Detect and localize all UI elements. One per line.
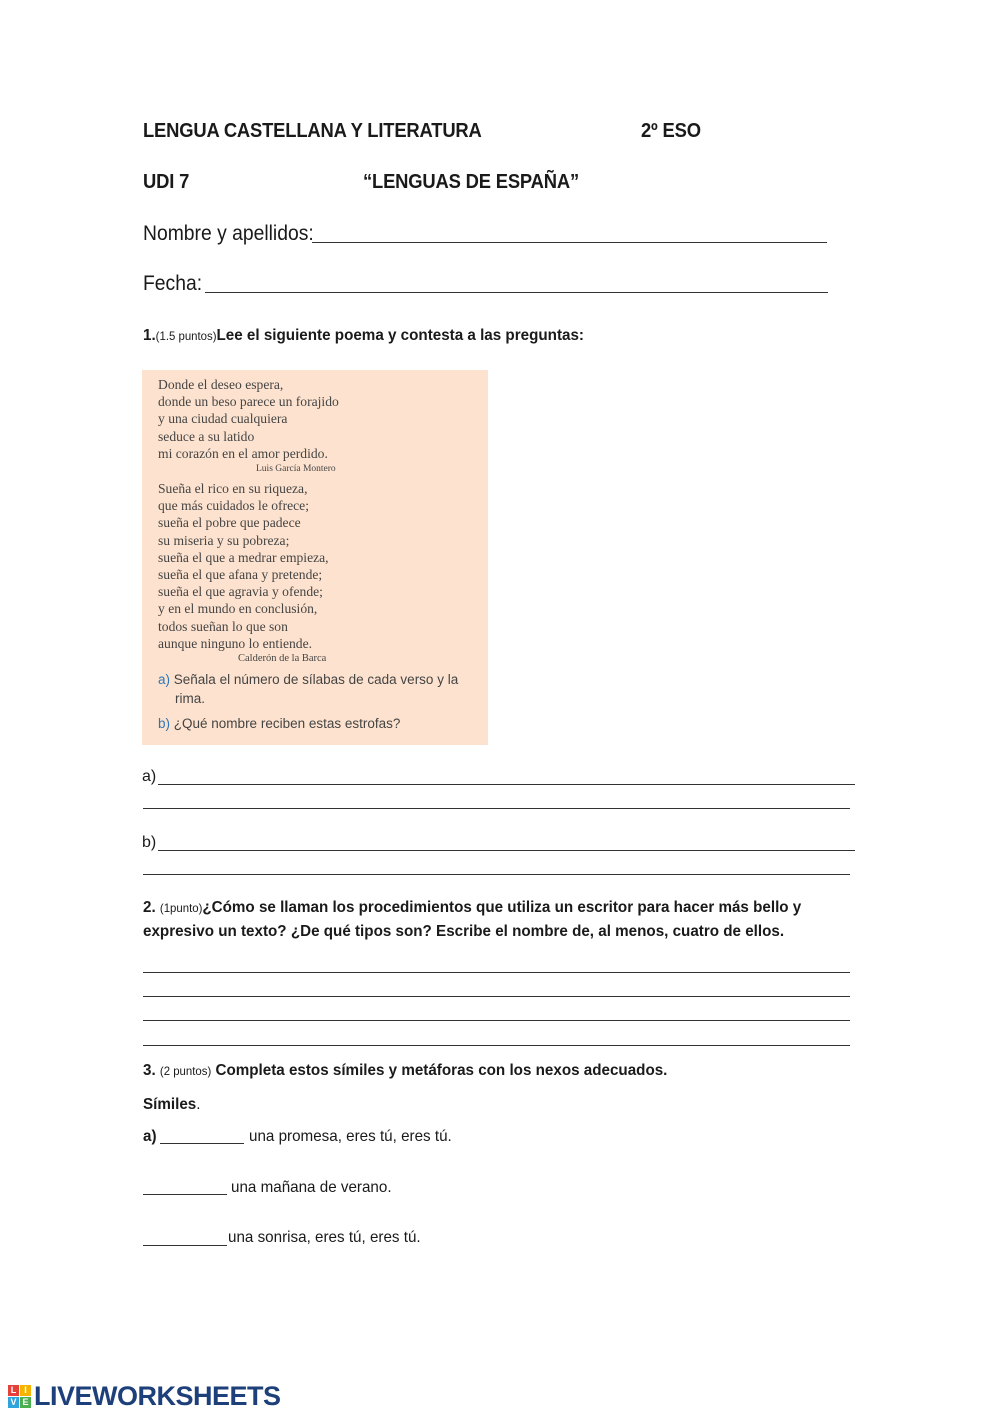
simile-2-blank[interactable]	[143, 1194, 227, 1195]
logo-blocks-icon	[8, 1385, 31, 1408]
answer-2-line[interactable]	[143, 996, 850, 997]
similes-heading-dot: .	[196, 1096, 201, 1113]
similes-heading	[143, 1096, 200, 1114]
poem-verse: donde un beso parece un forajido	[158, 394, 339, 410]
answer-b-line[interactable]	[158, 850, 855, 851]
poem-verse: aunque ninguno lo entiende.	[158, 635, 313, 651]
poem-verse: todos sueñan lo que son	[158, 618, 288, 634]
poem-verse: y una ciudad cualquiera	[158, 411, 288, 427]
poem-verse: sueña el que a medrar empieza,	[158, 549, 329, 565]
question-3	[143, 1062, 667, 1080]
question-3-points: (2 puntos)	[159, 1064, 212, 1078]
question-1-text: Lee el siguiente poema y contesta a las preguntas:	[216, 327, 584, 344]
simile-2-text: una mañana de verano.	[231, 1179, 392, 1196]
logo-block: I	[20, 1385, 31, 1396]
answer-b-line[interactable]	[143, 874, 850, 875]
simile-a-label: a)	[143, 1128, 157, 1145]
answer-2-line[interactable]	[143, 1045, 850, 1046]
logo-block: E	[20, 1397, 31, 1408]
poem-verse: Donde el deseo espera,	[158, 377, 284, 392]
poem-subquestion-b-letter: b)	[158, 716, 171, 731]
poem-verse: y en el mundo en conclusión,	[158, 601, 318, 617]
poem-subquestion-a-line1: Señala el número de sílabas de cada verso y la	[173, 672, 459, 687]
simile-3-blank[interactable]	[143, 1245, 227, 1246]
simile-a-text: una promesa, eres tú, eres tú.	[249, 1128, 452, 1145]
similes-heading-text: Símiles	[143, 1096, 197, 1113]
logo-text: LIVEWORKSHEETS	[34, 1380, 281, 1411]
logo-block: L	[8, 1385, 19, 1396]
question-2-line2: expresivo un texto? ¿De qué tipos son? Escribe el nombre de, al menos, cuatro de ellos.	[143, 923, 785, 940]
course-label: 2º ESO	[641, 120, 701, 142]
name-input-line[interactable]	[312, 242, 827, 243]
question-3-text: Completa estos símiles y metáforas con los nexos adecuados.	[215, 1062, 668, 1079]
poem-verse: seduce a su latido	[158, 428, 255, 444]
poem-verse: sueña el que agravia y ofende;	[158, 584, 323, 600]
poem-author-2: Calderón de la Barca	[238, 653, 327, 665]
answer-a-line[interactable]	[158, 784, 855, 785]
liveworksheets-logo[interactable]	[8, 1380, 281, 1412]
answer-b-label: b)	[142, 834, 157, 851]
poem-image	[142, 370, 488, 745]
poem-verse: su miseria y su pobreza;	[158, 532, 290, 548]
question-3-number: 3.	[143, 1062, 156, 1079]
simile-a-blank[interactable]	[160, 1143, 244, 1144]
subject-title: LENGUA CASTELLANA Y LITERATURA	[143, 120, 482, 142]
poem-subquestion-a	[158, 672, 458, 687]
question-2-number: 2.	[143, 899, 156, 916]
poem-verse: Sueña el rico en su riqueza,	[158, 481, 308, 496]
question-2-line1: ¿Cómo se llaman los procedimientos que utiliza un escritor para hacer más bello y	[202, 899, 802, 916]
poem-verse: sueña el que afana y pretende;	[158, 567, 323, 583]
logo-block: V	[8, 1397, 19, 1408]
poem-verse: sueña el pobre que padece	[158, 515, 301, 531]
poem-stanza-2	[158, 480, 329, 666]
poem-verse: que más cuidados le ofrece;	[158, 498, 309, 514]
question-1-points: (1.5 puntos)	[155, 329, 217, 343]
unit-title: “LENGUAS DE ESPAÑA”	[363, 171, 579, 193]
poem-author-1: Luis García Montero	[256, 464, 336, 475]
question-1-number: 1.	[143, 327, 156, 344]
answer-a-label: a)	[142, 768, 157, 785]
date-label: Fecha:	[143, 272, 203, 295]
poem-subquestion-a-letter: a)	[158, 672, 171, 687]
simile-3-text: una sonrisa, eres tú, eres tú.	[228, 1229, 421, 1246]
question-2	[143, 899, 801, 917]
date-input-line[interactable]	[205, 292, 828, 293]
poem-subquestion-a-line2: rima.	[175, 691, 205, 706]
answer-2-line[interactable]	[143, 972, 850, 973]
poem-subquestion-b	[158, 716, 400, 731]
poem-verse: mi corazón en el amor perdido.	[158, 445, 328, 461]
name-label: Nombre y apellidos:	[143, 222, 314, 245]
question-2-points: (1punto)	[159, 901, 203, 915]
poem-subquestion-b-text: ¿Qué nombre reciben estas estrofas?	[173, 716, 401, 731]
answer-a-line[interactable]	[143, 808, 850, 809]
poem-stanza-1	[158, 376, 339, 476]
answer-2-line[interactable]	[143, 1020, 850, 1021]
unit-label: UDI 7	[143, 171, 190, 193]
question-1	[143, 327, 584, 345]
